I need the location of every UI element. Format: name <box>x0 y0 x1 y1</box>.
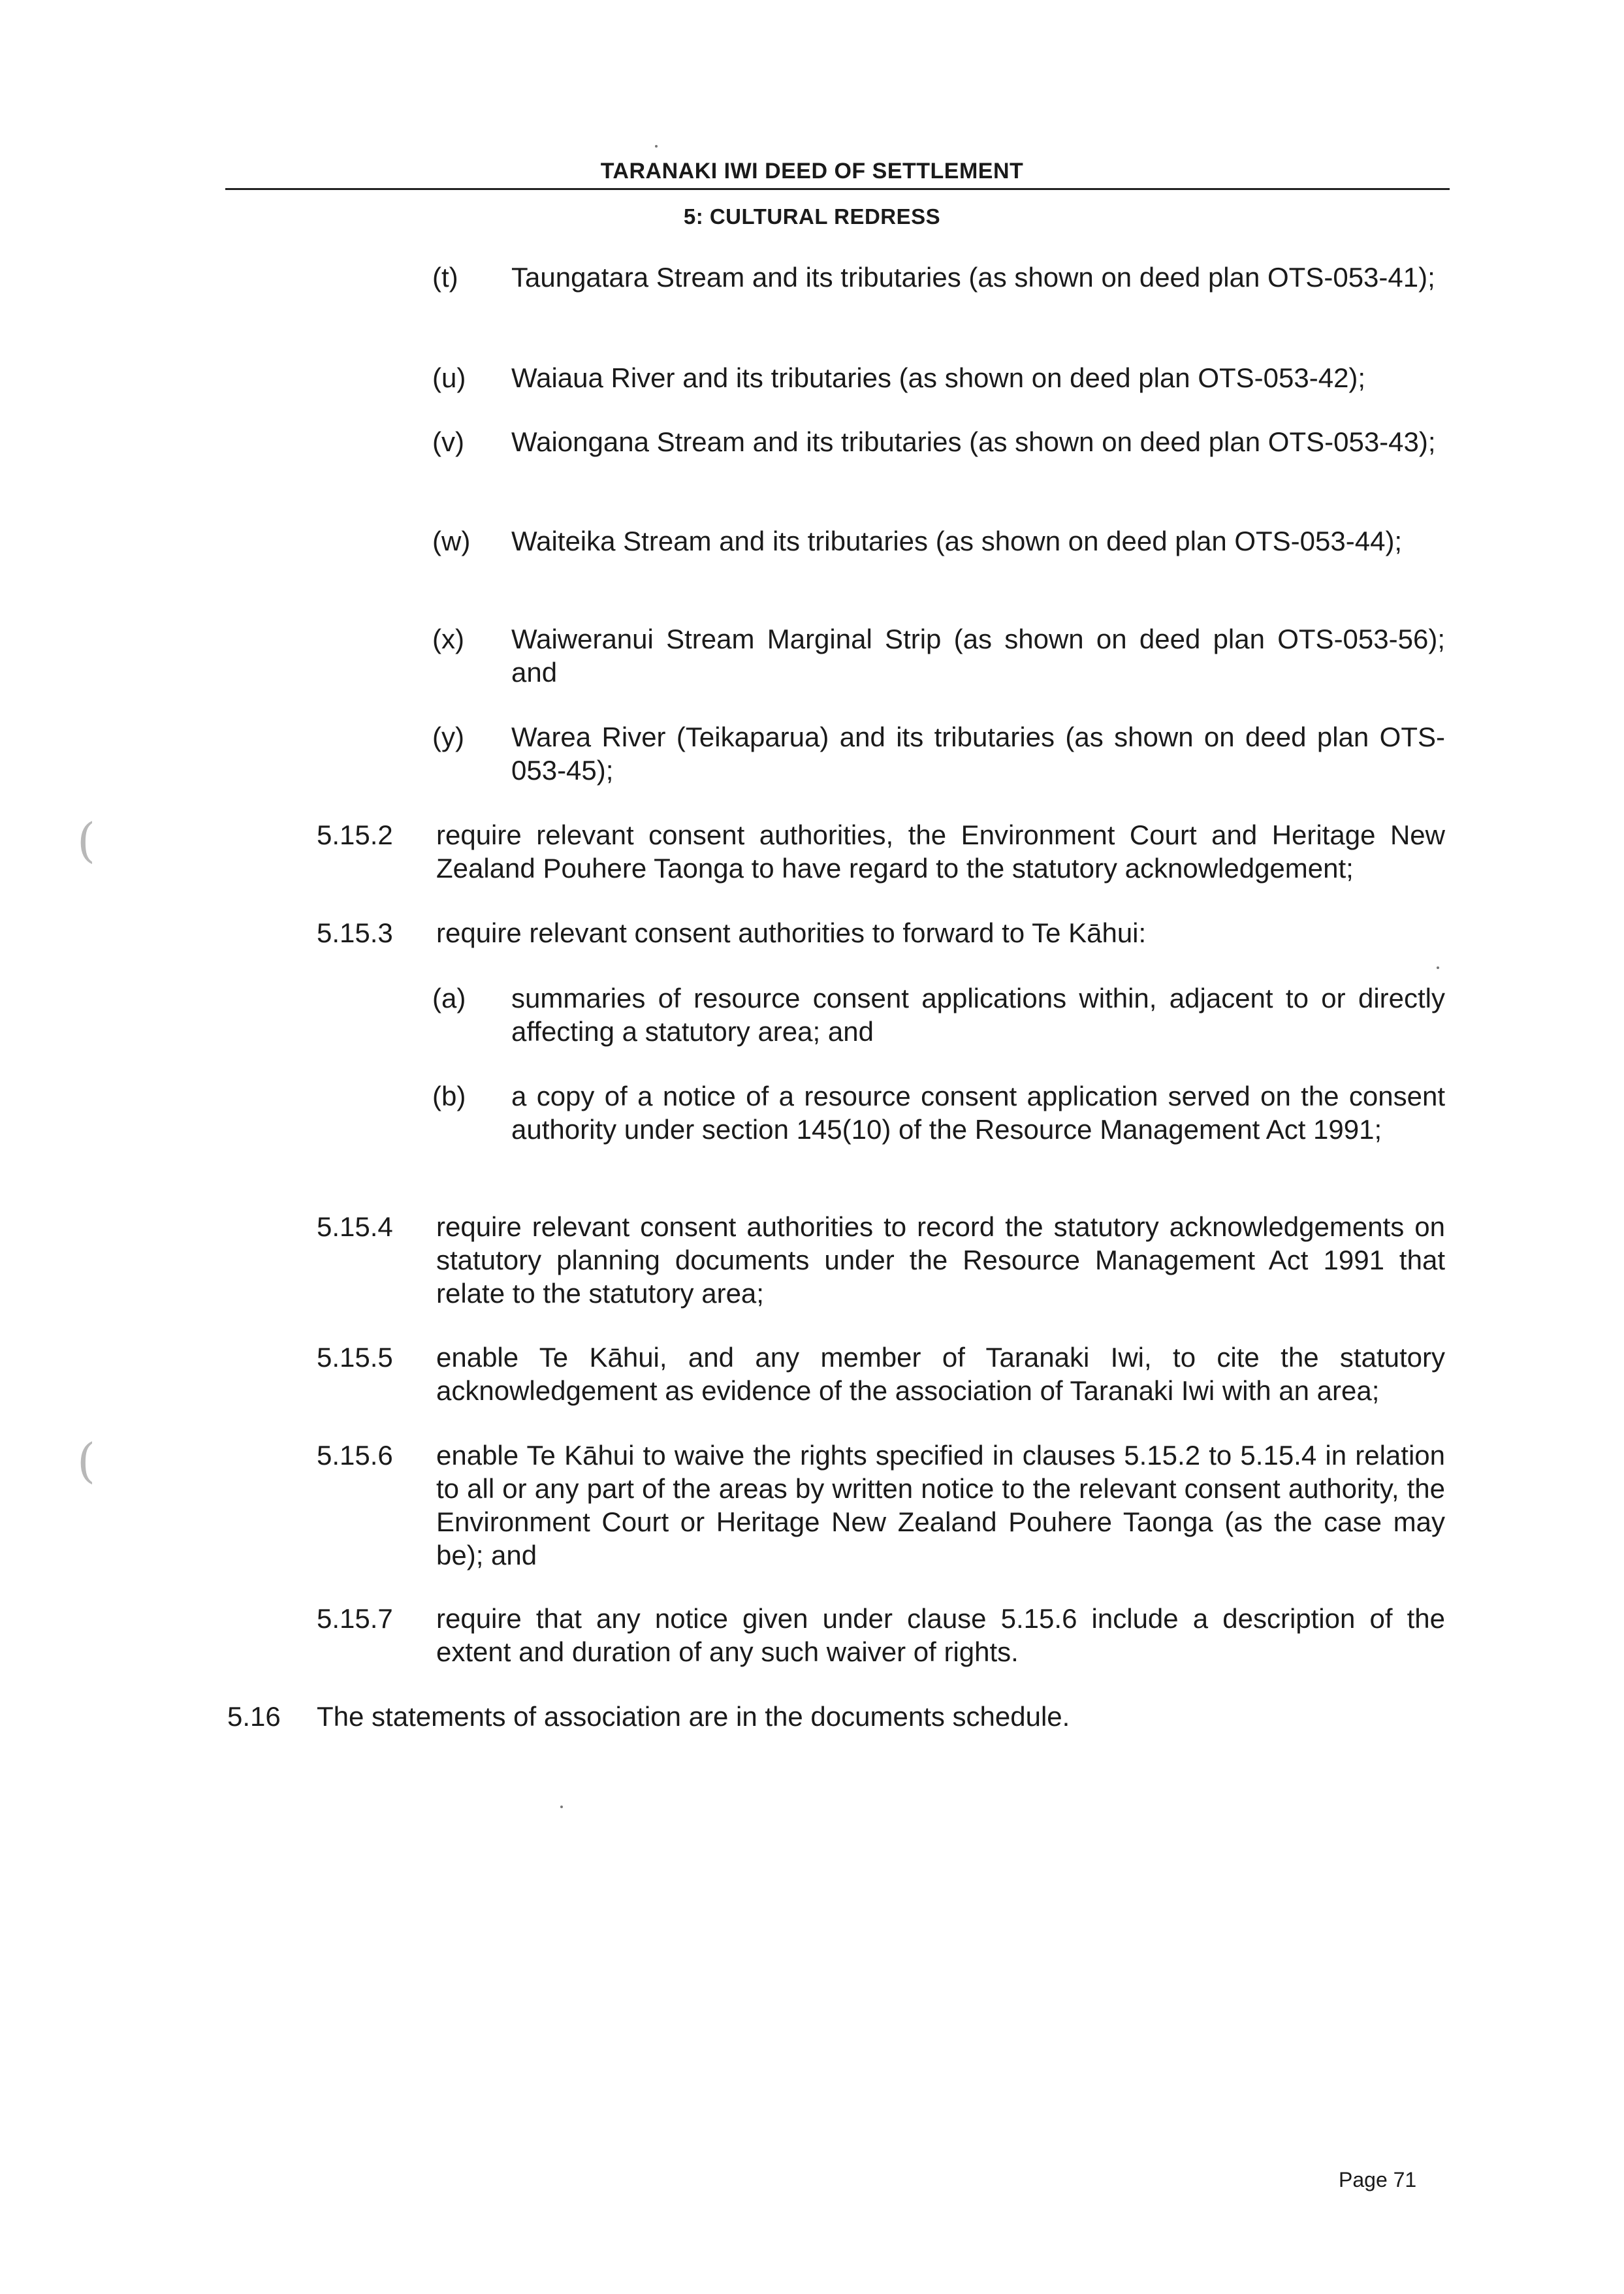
list-item-text: Waiongana Stream and its tributaries (as shown on deed plan OTS-053-43); <box>511 426 1436 457</box>
list-item-number: (b) <box>432 1081 466 1111</box>
list-item-number: (a) <box>432 983 466 1013</box>
list-item-text: Waiaua River and its tributaries (as shown on deed plan OTS-053-42); <box>511 362 1366 393</box>
clause-text: enable Te Kāhui to waive the rights specified in clauses 5.15.2 to 5.15.4 in relation to all or any part of the areas by written notice to the relevant consent authority, the Environment Court or Heritage New Zealand Pouhere Taonga (as the case may be); and <box>436 1440 1445 1570</box>
clause-number: 5.16 <box>227 1701 281 1732</box>
list-item-number: (w) <box>432 526 471 556</box>
clause-text: require that any notice given under clause 5.15.6 include a description of the extent and duration of any such waiver of rights. <box>436 1603 1445 1667</box>
list-item-number: (x) <box>432 624 464 654</box>
page-number: Page 71 <box>1339 2168 1417 2191</box>
list-item-text: Waiteika Stream and its tributaries (as shown on deed plan OTS-053-44); <box>511 526 1403 556</box>
list-item-number: (t) <box>432 262 458 293</box>
clause-number: 5.15.7 <box>317 1603 393 1634</box>
section-subtitle: 5: CULTURAL REDRESS <box>683 204 941 229</box>
clause-number: 5.15.2 <box>317 820 393 850</box>
list-item-text: Waiweranui Stream Marginal Strip (as shown on deed plan OTS-053-56); and <box>511 624 1445 688</box>
list-item-text: a copy of a notice of a resource consent application served on the consent authority under section 145(10) of the Resource Management Act 1991; <box>511 1081 1445 1145</box>
clause-number: 5.15.6 <box>317 1440 393 1471</box>
clause-text: require relevant consent authorities to forward to Te Kāhui: <box>436 917 1147 948</box>
scan-speck <box>655 145 658 148</box>
list-item-number: (y) <box>432 722 464 752</box>
scan-speck <box>560 1806 563 1808</box>
clause-number: 5.15.3 <box>317 917 393 948</box>
clause-text: require relevant consent authorities to record the statutory acknowledgements on statutory planning documents under the Resource Management Act 1991 that relate to the statutory area; <box>436 1211 1445 1309</box>
list-item-text: Warea River (Teikaparua) and its tributaries (as shown on deed plan OTS-053-45); <box>511 722 1445 786</box>
clause-text: The statements of association are in the documents schedule. <box>317 1701 1070 1732</box>
list-item-text: Taungatara Stream and its tributaries (as shown on deed plan OTS-053-41); <box>511 262 1435 293</box>
header-divider <box>225 188 1450 190</box>
scan-punch-mark: ( <box>77 1433 96 1488</box>
list-item-number: (v) <box>432 426 464 457</box>
clause-number: 5.15.4 <box>317 1211 393 1242</box>
clause-text: require relevant consent authorities, the Environment Court and Heritage New Zealand Pouhere Taonga to have regard to the statutory acknowledgement; <box>436 820 1445 884</box>
scan-speck <box>1437 966 1439 969</box>
clause-text: enable Te Kāhui, and any member of Taranaki Iwi, to cite the statutory acknowledgement as evidence of the association of Taranaki Iwi with an area; <box>436 1342 1445 1406</box>
scan-punch-mark: ( <box>77 813 96 868</box>
clause-number: 5.15.5 <box>317 1342 393 1373</box>
document-title: TARANAKI IWI DEED OF SETTLEMENT <box>600 159 1024 183</box>
list-item-number: (u) <box>432 362 466 393</box>
list-item-text: summaries of resource consent applications within, adjacent to or directly affecting a statutory area; and <box>511 983 1445 1047</box>
